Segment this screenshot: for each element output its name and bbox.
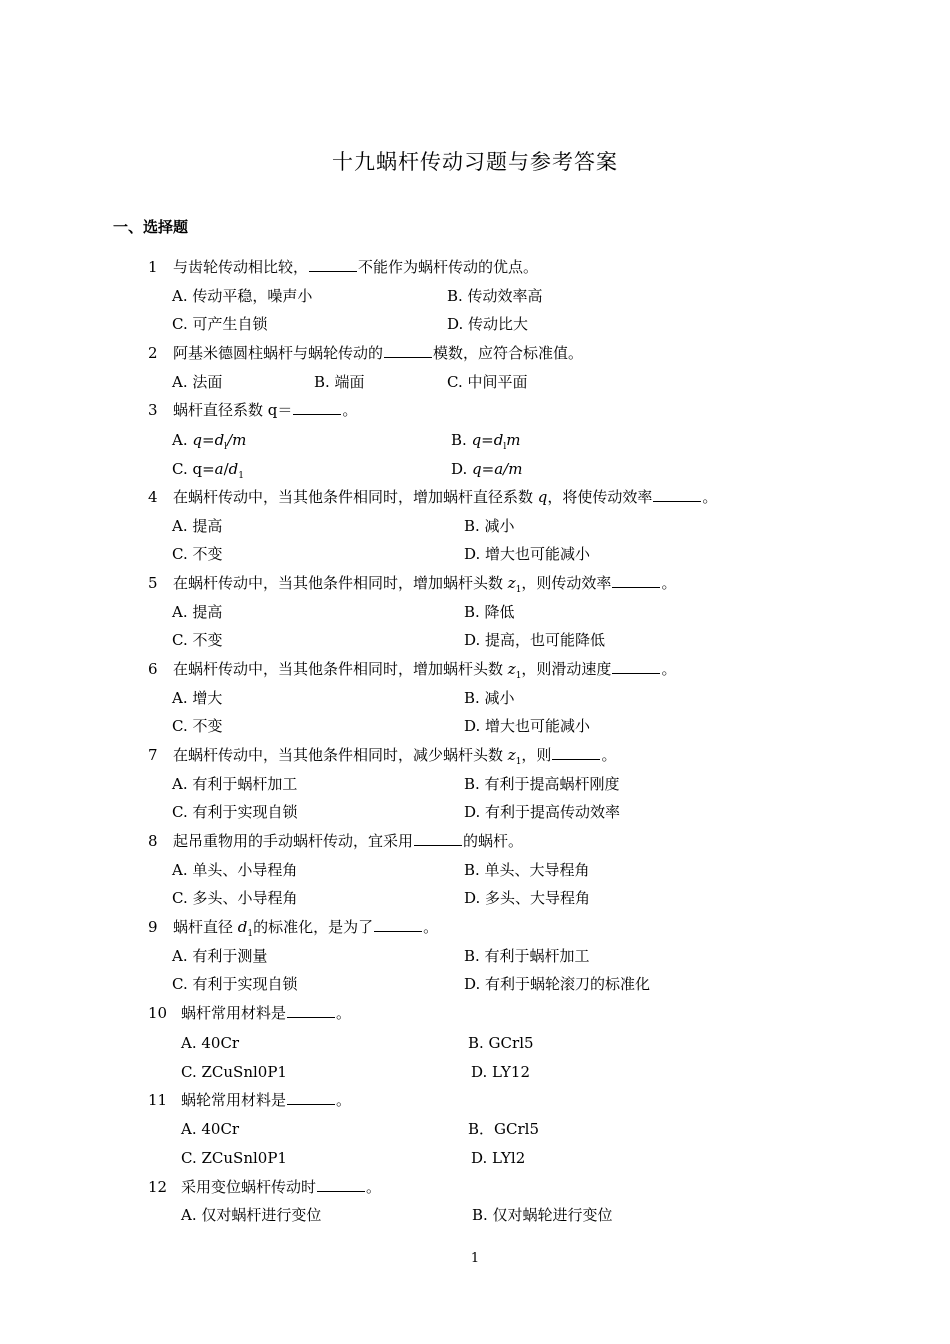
- question-text-end: 。: [661, 660, 677, 678]
- subscript: 1: [515, 671, 522, 681]
- option-b: [451, 430, 520, 457]
- option-d: D. 多头、大导程角: [464, 889, 591, 907]
- question-number: 1: [148, 258, 158, 276]
- question-text-mid: ，则传动效率: [521, 574, 612, 592]
- var-q: q: [471, 431, 482, 449]
- option-a: A. 传动平稳，噪声小: [172, 287, 313, 305]
- option-b: B. 降低: [464, 603, 515, 621]
- equals: =: [201, 431, 215, 449]
- option-a: A. 40Cr: [181, 1034, 240, 1052]
- option-a: A. 提高: [172, 517, 223, 535]
- document-title: 十九蜗杆传动习题与参考答案: [332, 150, 618, 174]
- option-d: D. 有利于蜗轮滚刀的标准化: [464, 975, 651, 993]
- question-2: [148, 343, 583, 363]
- option-c: C. 多头、小导程角: [172, 889, 298, 907]
- subscript: 1: [515, 585, 522, 595]
- var-q: q: [537, 488, 548, 506]
- question-text-end: 。: [336, 1091, 352, 1109]
- option-b: B. 减小: [464, 689, 515, 707]
- option-c: C. 中间平面: [447, 373, 528, 391]
- question-text-end: 。: [336, 1004, 352, 1022]
- subscript: l: [224, 442, 228, 452]
- option-c: [172, 459, 244, 486]
- question-text: 蜗杆常用材料是: [181, 1004, 287, 1022]
- question-number: 5: [148, 574, 158, 592]
- question-number: 3: [148, 401, 158, 419]
- var-a: a: [214, 460, 224, 478]
- var-d: d: [214, 431, 225, 449]
- option-a: A. 单头、小导程角: [172, 861, 298, 879]
- question-text: 在蜗杆传动中，当其他条件相同时，增加蜗杆直径系数: [173, 488, 538, 506]
- subscript: 1: [247, 929, 254, 939]
- question-number: 10: [148, 1004, 168, 1022]
- option-c: C. 可产生自锁: [172, 315, 268, 333]
- question-text-end: 不能作为蜗杆传动的优点。: [358, 258, 539, 276]
- subscript: 1: [238, 471, 245, 481]
- var-q: q: [472, 460, 482, 478]
- question-5: [148, 573, 676, 600]
- equals: =: [481, 431, 494, 449]
- var-q: q: [192, 431, 202, 449]
- slash: /: [223, 460, 229, 478]
- var-m: /m: [503, 460, 523, 478]
- option-b: B. 传动效率高: [447, 287, 543, 305]
- question-12: [148, 1177, 381, 1197]
- question-text-mid: ，则滑动速度: [521, 660, 612, 678]
- option-a: A. 增大: [172, 689, 223, 707]
- option-d: D. 传动比大: [447, 315, 529, 333]
- option-b: B. 减小: [464, 517, 515, 535]
- option-c: C. ZCuSnl0P1: [181, 1063, 287, 1081]
- option-c: C. 有利于实现自锁: [172, 975, 298, 993]
- answer-blank: [293, 400, 341, 415]
- question-text: 蜗杆直径: [173, 918, 238, 936]
- answer-blank: [287, 1003, 335, 1018]
- question-number: 7: [148, 746, 158, 764]
- question-number: 6: [148, 660, 158, 678]
- option-a: [172, 430, 246, 457]
- section-heading: 一、选择题: [113, 218, 189, 236]
- question-text: 在蜗杆传动中，当其他条件相同时，增加蜗杆头数: [173, 660, 508, 678]
- answer-blank: [374, 917, 422, 932]
- var-d: d: [237, 918, 248, 936]
- question-number: 2: [148, 344, 158, 362]
- question-1: [148, 257, 538, 277]
- option-a: A. 有利于蜗杆加工: [172, 775, 298, 793]
- answer-blank: [384, 343, 432, 358]
- question-text-end: 。: [366, 1178, 382, 1196]
- var-d: d: [493, 431, 504, 449]
- answer-blank: [612, 659, 660, 674]
- question-number: 12: [148, 1178, 168, 1196]
- var-z: z: [507, 574, 516, 592]
- option-c: C. 不变: [172, 717, 223, 735]
- option-c: C. 不变: [172, 545, 223, 563]
- option-b: B．GCrl5: [468, 1120, 539, 1138]
- option-letter: B.: [451, 431, 472, 449]
- question-text-end: 。: [661, 574, 677, 592]
- question-7: [148, 745, 616, 772]
- question-text: 蜗杆直径系数 q＝: [173, 401, 293, 419]
- option-d: D. 增大也可能减小: [464, 717, 591, 735]
- question-8: [148, 831, 523, 851]
- option-d: D. LYl2: [471, 1149, 526, 1167]
- option-letter: A.: [172, 431, 193, 449]
- question-number: 8: [148, 832, 158, 850]
- option-c: C. ZCuSnl0P1: [181, 1149, 287, 1167]
- option-c: C. 不变: [172, 631, 223, 649]
- question-text: 起吊重物用的手动蜗杆传动，宜采用: [173, 832, 414, 850]
- question-text-end: 。: [342, 401, 358, 419]
- option-c: C. 有利于实现自锁: [172, 803, 298, 821]
- question-text: 在蜗杆传动中，当其他条件相同时，增加蜗杆头数: [173, 574, 508, 592]
- question-text-end: 的蜗杆。: [463, 832, 524, 850]
- option-d: [451, 459, 522, 479]
- question-9: [148, 917, 438, 944]
- answer-blank: [653, 487, 701, 502]
- var-z: z: [507, 660, 516, 678]
- question-text-mid: ，则: [521, 746, 552, 764]
- answer-blank: [309, 257, 357, 272]
- question-3: [148, 400, 357, 420]
- option-d: D. 提高，也可能降低: [464, 631, 606, 649]
- question-number: 11: [148, 1091, 168, 1109]
- answer-blank: [317, 1177, 365, 1192]
- option-a: A. 法面: [172, 373, 223, 391]
- option-b: B. 端面: [314, 373, 365, 391]
- option-d: D. 有利于提高传动效率: [464, 803, 621, 821]
- option-letter: D.: [451, 460, 473, 478]
- var-a: a: [494, 460, 504, 478]
- option-a: A. 仅对蜗杆进行变位: [181, 1206, 322, 1224]
- question-4: [148, 487, 717, 507]
- question-text-mid: ，将使传动效率: [547, 488, 653, 506]
- option-b: B. 单头、大导程角: [464, 861, 590, 879]
- subscript: l: [503, 442, 507, 452]
- option-b: B. 有利于蜗杆加工: [464, 947, 590, 965]
- question-number: 9: [148, 918, 158, 936]
- option-a: A. 有利于测量: [172, 947, 268, 965]
- question-11: [148, 1090, 351, 1110]
- question-number: 4: [148, 488, 158, 506]
- page-number: 1: [470, 1251, 480, 1266]
- equals: =: [481, 460, 495, 478]
- option-b: B. GCrl5: [468, 1034, 534, 1052]
- var-z: z: [507, 746, 516, 764]
- option-d: D. 增大也可能减小: [464, 545, 591, 563]
- question-text-end: 模数，应符合标准值。: [433, 344, 584, 362]
- option-b: B. 有利于提高蜗杆刚度: [464, 775, 620, 793]
- var-d: d: [228, 460, 239, 478]
- question-text: 采用变位蜗杆传动时: [181, 1178, 317, 1196]
- option-letter: C. q=: [172, 460, 215, 478]
- question-text: 在蜗杆传动中，当其他条件相同时，减少蜗杆头数: [173, 746, 508, 764]
- answer-blank: [287, 1090, 335, 1105]
- question-6: [148, 659, 676, 686]
- answer-blank: [552, 745, 600, 760]
- question-10: [148, 1003, 351, 1023]
- option-a: A. 提高: [172, 603, 223, 621]
- question-text: 蜗轮常用材料是: [181, 1091, 287, 1109]
- var-m: m: [506, 431, 521, 449]
- option-b: B. 仅对蜗轮进行变位: [472, 1206, 613, 1224]
- answer-blank: [414, 831, 462, 846]
- question-text: 与齿轮传动相比较，: [173, 258, 309, 276]
- question-text-end: 。: [601, 746, 617, 764]
- answer-blank: [612, 573, 660, 588]
- option-a: A. 40Cr: [181, 1120, 240, 1138]
- var-m: /m: [227, 431, 247, 449]
- question-text: 阿基米德圆柱蜗杆与蜗轮传动的: [173, 344, 384, 362]
- option-d: D. LY12: [471, 1063, 531, 1081]
- question-text-end: 。: [702, 488, 718, 506]
- question-text-end: 。: [423, 918, 439, 936]
- question-text-mid: 的标准化，是为了: [253, 918, 374, 936]
- subscript: 1: [515, 757, 522, 767]
